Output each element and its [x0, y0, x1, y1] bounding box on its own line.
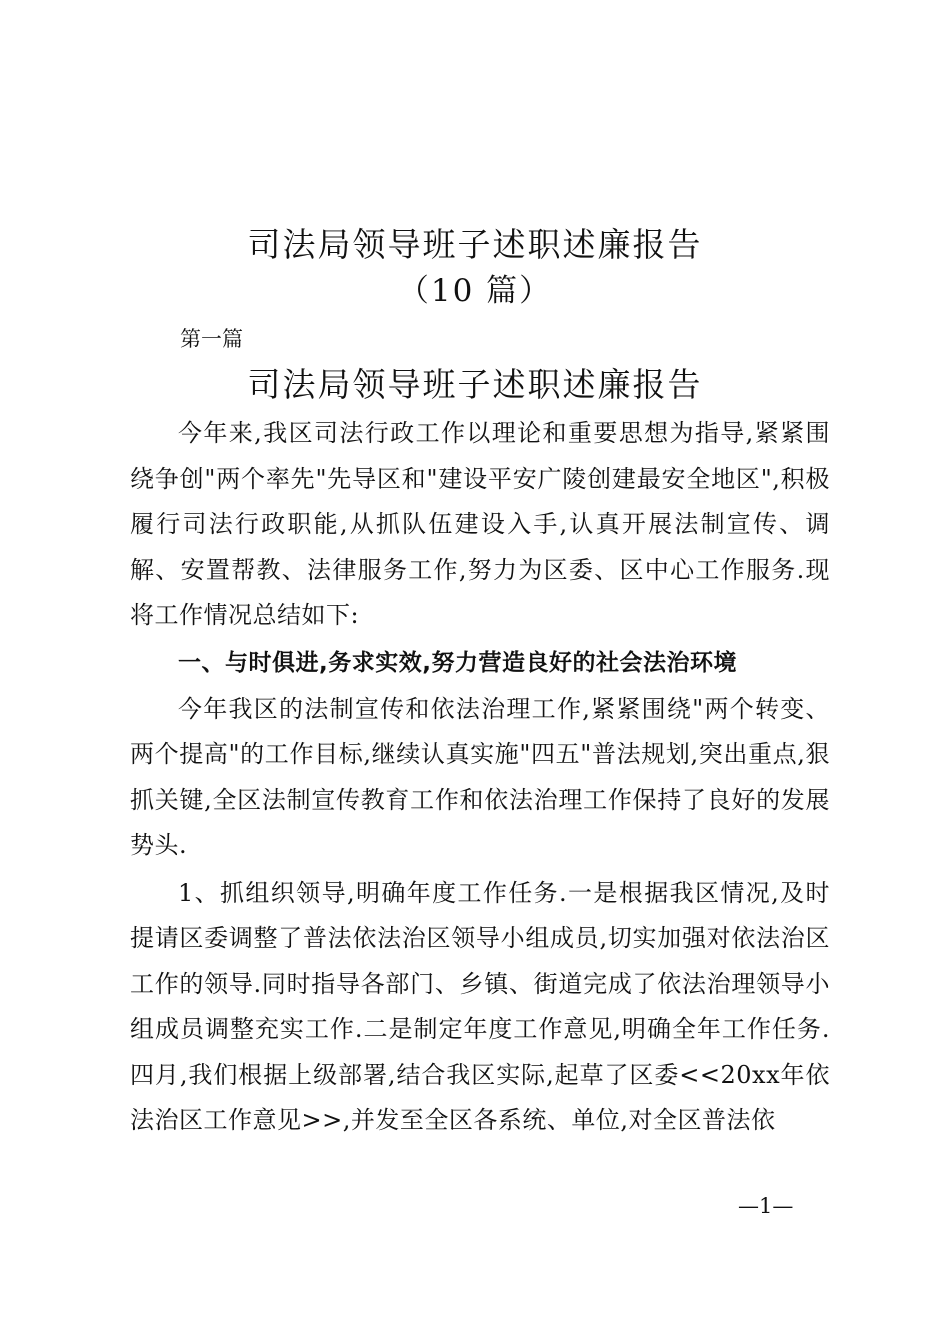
document-title: 司法局领导班子述职述廉报告	[247, 225, 703, 264]
paragraph-intro: 今年来,我区司法行政工作以理论和重要思想为指导,紧紧围绕争创"两个率先"先导区和"建设平安广陵创建最安全地区",积极履行司法行政职能,从抓队伍建设入手,认真开展法制宣传、调解、安置帮教、法律服务工作,努力为区委、区中心工作服务.现将工作情况总结如下:	[130, 419, 830, 629]
document-body	[130, 411, 830, 1144]
page-number: —1—	[738, 1194, 794, 1218]
document-subtitle: （10 篇）	[397, 273, 553, 309]
chapter-label: 第一篇	[180, 327, 243, 351]
section-heading: 一、与时俱进,务求实效,努力营造良好的社会法治环境	[178, 649, 737, 676]
paragraph-overview: 今年我区的法制宣传和依法治理工作,紧紧围绕"两个转变、两个提高"的工作目标,继续认真实施"四五"普法规划,突出重点,狠抓关键,全区法制宣传教育工作和依法治理工作保持了良好的发展势头.	[130, 694, 830, 859]
paragraph-item-1: 1、抓组织领导,明确年度工作任务.一是根据我区情况,及时提请区委调整了普法依法治区领导小组成员,切实加强对依法治区工作的领导.同时指导各部门、乡镇、街道完成了依法治理领导小组成员调整充实工作.二是制定年度工作意见,明确全年工作任务.四月,我们根据上级部署,结合我区实际,起草了区委<<20xx年依法治区工作意见>>,并发至全区各系统、单位,对全区普法依	[130, 878, 830, 1134]
article-title: 司法局领导班子述职述廉报告	[247, 365, 703, 404]
